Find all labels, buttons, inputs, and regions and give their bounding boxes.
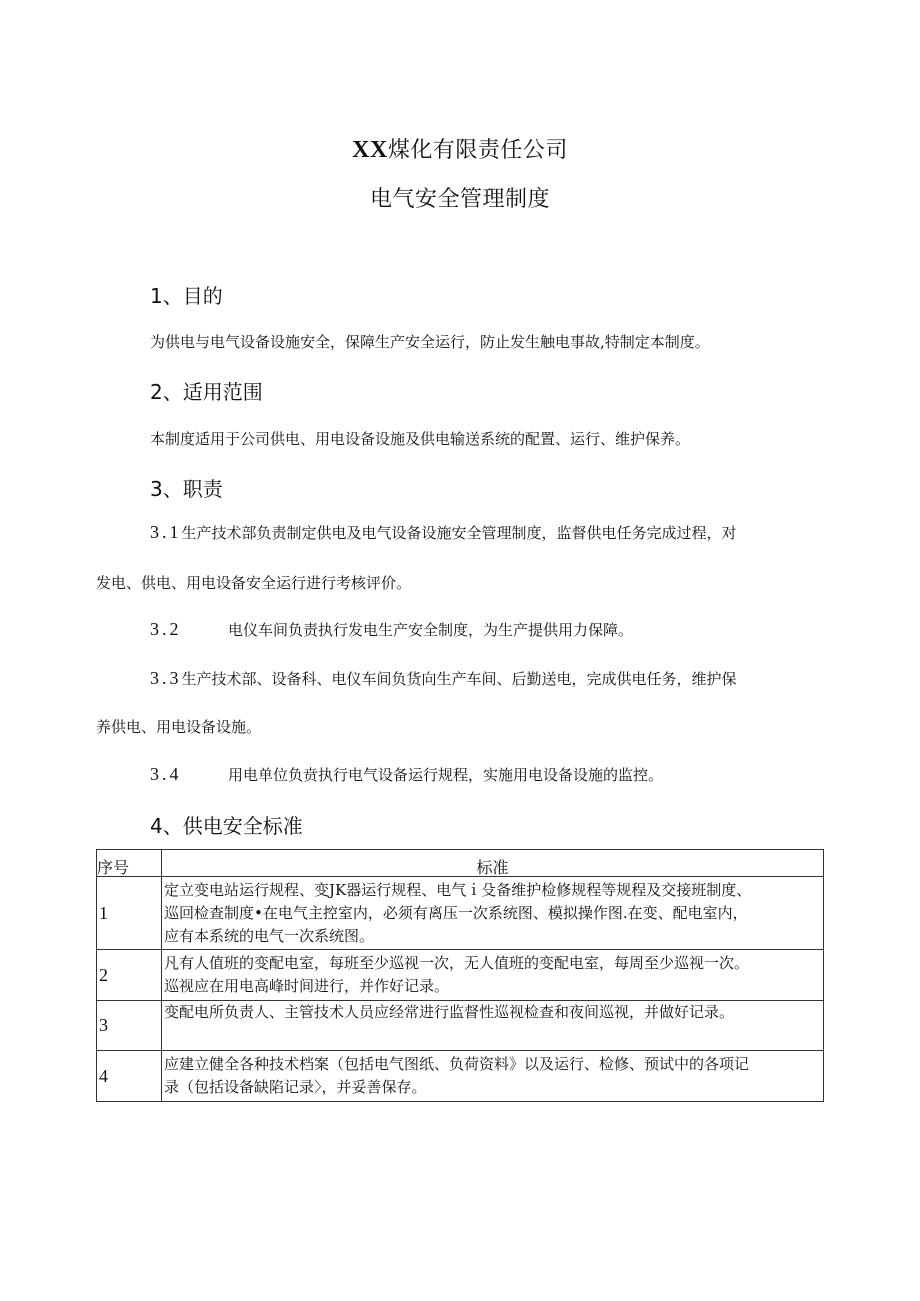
standard-line: 定立变电站运行规程、变JK器运行规程、电气ｉ殳备维护检修规程等规程及交接班制度、 (164, 880, 752, 899)
duty-item-3-1-cont: 发电、供电、用电设备安全运行进行考核评价。 (96, 574, 412, 592)
standard-line: 应建立健全各种技术档案（包括电气图纸、负荷资料》以及运行、检修、预试中的各项记 (164, 1055, 750, 1073)
row-number: 4 (97, 1051, 162, 1102)
duty-number: 3.3 (150, 668, 182, 688)
standard-line: 巡回检查制度•在电气主控室内，必须有离压一次系统图、模拟操作图.在变、配电室内， (164, 903, 748, 922)
table-row (97, 877, 824, 950)
duty-text: 生产技术部、设备科、电仪车间负货向生产车间、后勤送电，完成供电任务，维护保 (181, 670, 737, 688)
row-number: 3 (97, 1001, 162, 1051)
table-row (97, 950, 824, 1001)
duty-item-3-4 (150, 764, 663, 785)
table-header-row (97, 850, 824, 877)
row-standard (162, 950, 824, 1001)
company-prefix: XX (352, 137, 388, 163)
duty-text: 生产技术部负责制定供电及电气设备设施安全管理制度，监督供电任务完成过程，对 (181, 524, 737, 542)
standard-line: 变配电所负责人、主管技术人员应经常进行监督性巡视检查和夜间巡视，并做好记录。 (164, 1003, 735, 1021)
duty-text: 用电单位负贲执行电气设备运行规程，实施用电设备设施的监控。 (228, 766, 664, 784)
row-standard (162, 1001, 824, 1051)
company-title (0, 133, 920, 164)
row-number: 1 (97, 877, 162, 950)
duty-number: 3.4 (150, 764, 182, 784)
duty-number: 3.2 (150, 619, 182, 639)
standard-line: 录（包括设备缺陷记录〉，并妥善保存。 (164, 1078, 427, 1096)
company-name: 煤化有限责任公司 (387, 138, 568, 163)
section-heading-scope: 2、适用范围 (150, 380, 263, 404)
duty-item-3-1 (150, 522, 737, 543)
standard-line: 巡视应在用电高峰时间进行，并作好记录。 (164, 977, 450, 995)
duty-item-3-2 (150, 619, 633, 640)
section-heading-duties: 3、职责 (150, 477, 223, 501)
row-standard (162, 877, 824, 950)
section-heading-purpose: 1、目的 (150, 284, 223, 308)
header-cell-standard: 标准 (162, 850, 824, 877)
standard-line: 凡有人值班的变配电室，每班至少巡视一次，无人值班的变配电室，每周至少巡视一次。 (164, 954, 750, 972)
row-standard (162, 1051, 824, 1102)
standards-table (96, 849, 824, 1102)
duty-text: 电仪车间负责执行发电生产安全制度，为生产提供用力保障。 (228, 621, 634, 639)
duty-item-3-3-cont: 养供电、用电设备设施。 (96, 718, 262, 736)
section-heading-standards: 4、供电安全标准 (150, 814, 303, 838)
header-cell-number: 序号 (97, 850, 162, 877)
duty-item-3-3 (150, 668, 737, 689)
section-text-purpose: 为供电与电气设备设施安全，保障生产安全运行，防止发生触电事故,特制定本制度。 (150, 333, 710, 351)
document-title: 电气安全管理制度 (369, 187, 550, 212)
standard-line: 应有本系统的电气一次系统图。 (164, 926, 375, 945)
duty-number: 3.1 (150, 522, 182, 542)
table-row (97, 1051, 824, 1102)
section-text-scope: 本制度适用于公司供电、用电设备设施及供电输送系统的配置、运行、维护保养。 (150, 430, 691, 448)
table-row (97, 1001, 824, 1051)
row-number: 2 (97, 950, 162, 1001)
